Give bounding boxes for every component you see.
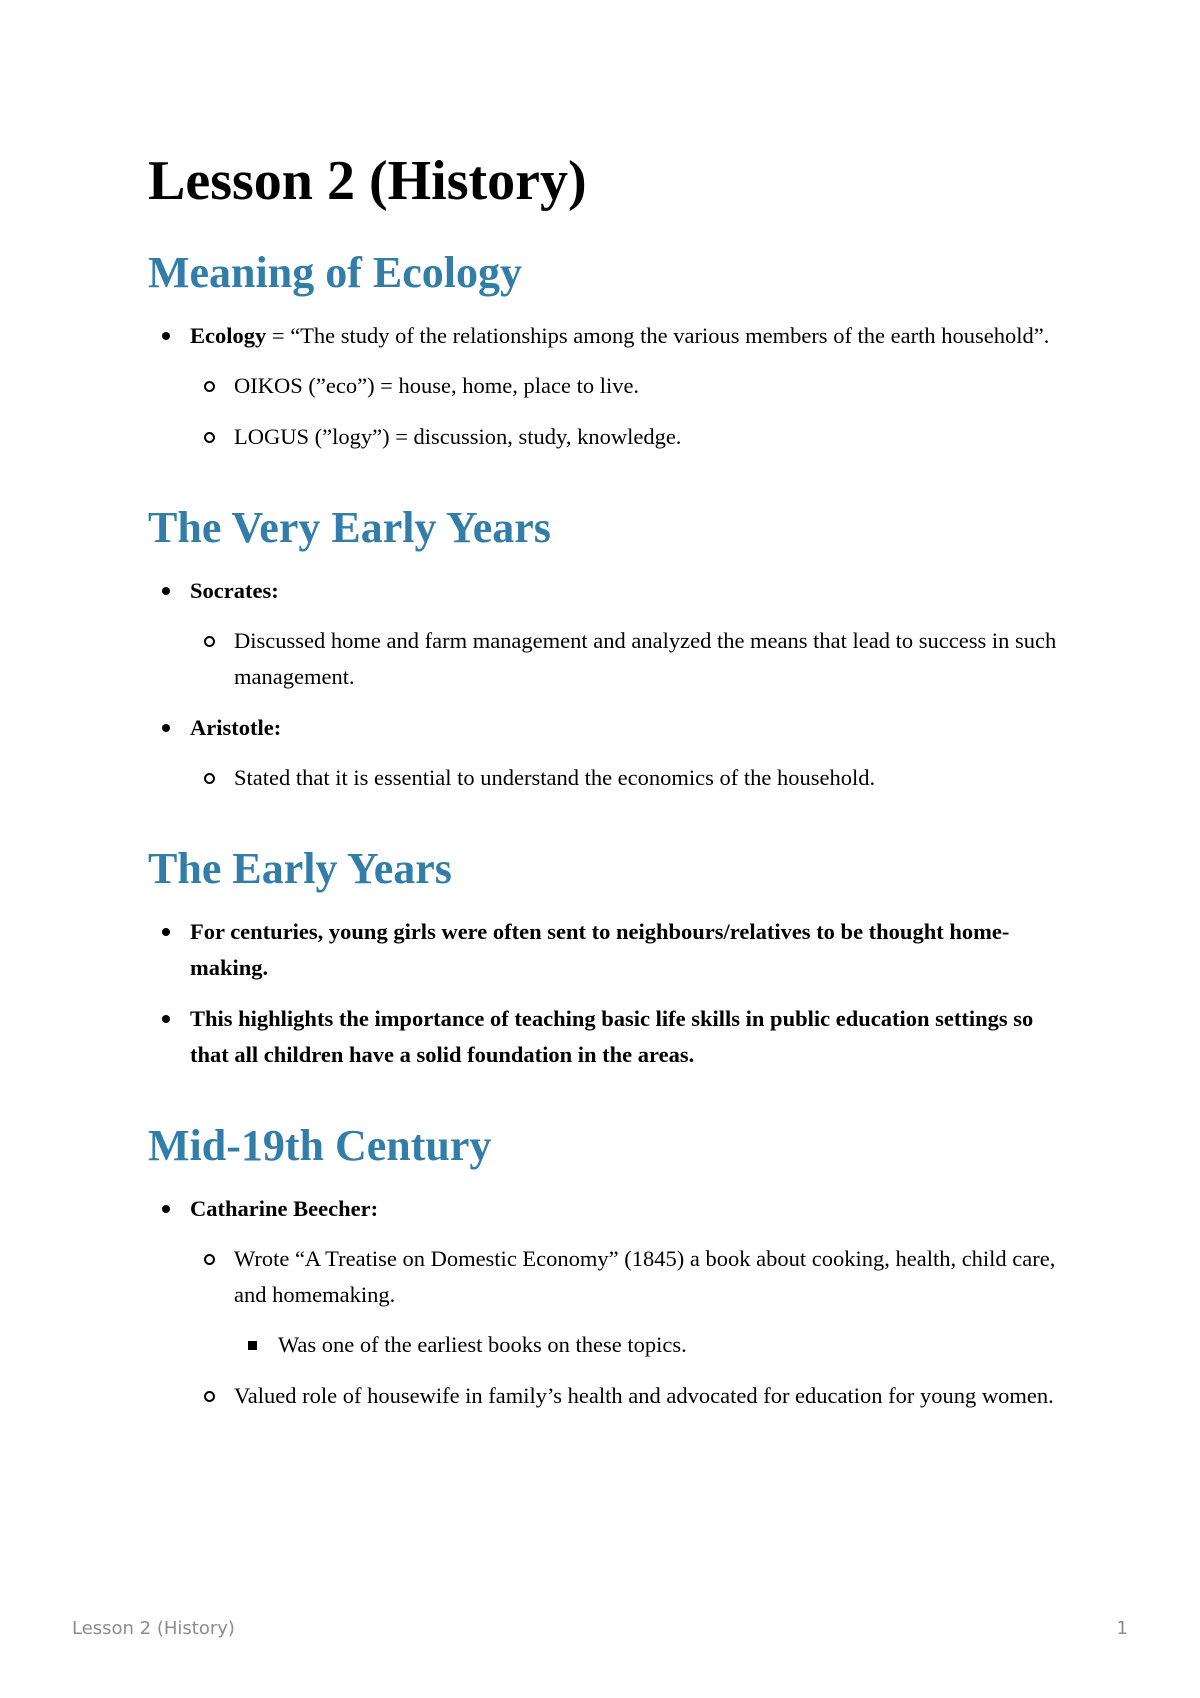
- list-item: [148, 573, 1068, 695]
- bullet-list: [148, 573, 1068, 796]
- sub-list-item: Valued role of housewife in family’s health and advocated for education for young women.: [190, 1378, 1068, 1414]
- section-heading-very-early-years: The Very Early Years: [148, 503, 551, 552]
- page-number: 1: [1116, 1618, 1128, 1639]
- nested-sub-list-item: Was one of the earliest books on these topics.: [234, 1327, 1068, 1363]
- person-aristotle: Aristotle:: [190, 715, 282, 740]
- nested-sub-list: [234, 1327, 1068, 1363]
- bullet-list: [148, 318, 1068, 455]
- footer-title: Lesson 2 (History): [72, 1618, 235, 1639]
- sub-list-item: Discussed home and farm management and analyzed the means that lead to success in such management.: [190, 623, 1068, 695]
- sub-list-item: [190, 1241, 1068, 1363]
- list-item: [148, 914, 1068, 986]
- section-heading-early-years: The Early Years: [148, 844, 452, 893]
- list-item: [148, 318, 1068, 455]
- section-heading-mid-19th-century: Mid-19th Century: [148, 1121, 492, 1170]
- bullet-list: [148, 914, 1068, 1073]
- term-ecology: Ecology: [190, 323, 267, 348]
- section-heading-meaning-of-ecology: Meaning of Ecology: [148, 248, 522, 297]
- list-item: [148, 710, 1068, 796]
- sub-list: [190, 623, 1068, 695]
- page-footer: [72, 1618, 1128, 1648]
- sub-list-item: LOGUS (”logy”) = discussion, study, knowledge.: [190, 419, 1068, 455]
- document-page: [148, 140, 1068, 1414]
- list-item-text: This highlights the importance of teaching basic life skills in public education settings so that all children have a solid foundation in the areas.: [190, 1006, 1034, 1067]
- person-socrates: Socrates:: [190, 578, 279, 603]
- list-item: [148, 1191, 1068, 1414]
- page-title: Lesson 2 (History): [148, 150, 587, 212]
- sub-list-item: Stated that it is essential to understand the economics of the household.: [190, 760, 1068, 796]
- bullet-list: [148, 1191, 1068, 1414]
- sub-list-item: OIKOS (”eco”) = house, home, place to live.: [190, 368, 1068, 404]
- sub-list-item-text: Wrote “A Treatise on Domestic Economy” (1845) a book about cooking, health, child care, and homemaking.: [234, 1246, 1056, 1307]
- sub-list: [190, 760, 1068, 796]
- definition-text: = “The study of the relationships among the various members of the earth household”.: [266, 323, 1050, 348]
- list-item: [148, 1001, 1068, 1073]
- person-catharine-beecher: Catharine Beecher:: [190, 1196, 379, 1221]
- list-item-text: For centuries, young girls were often sent to neighbours/relatives to be thought home-making.: [190, 919, 1010, 980]
- sub-list: [190, 1241, 1068, 1414]
- sub-list: [190, 368, 1068, 455]
